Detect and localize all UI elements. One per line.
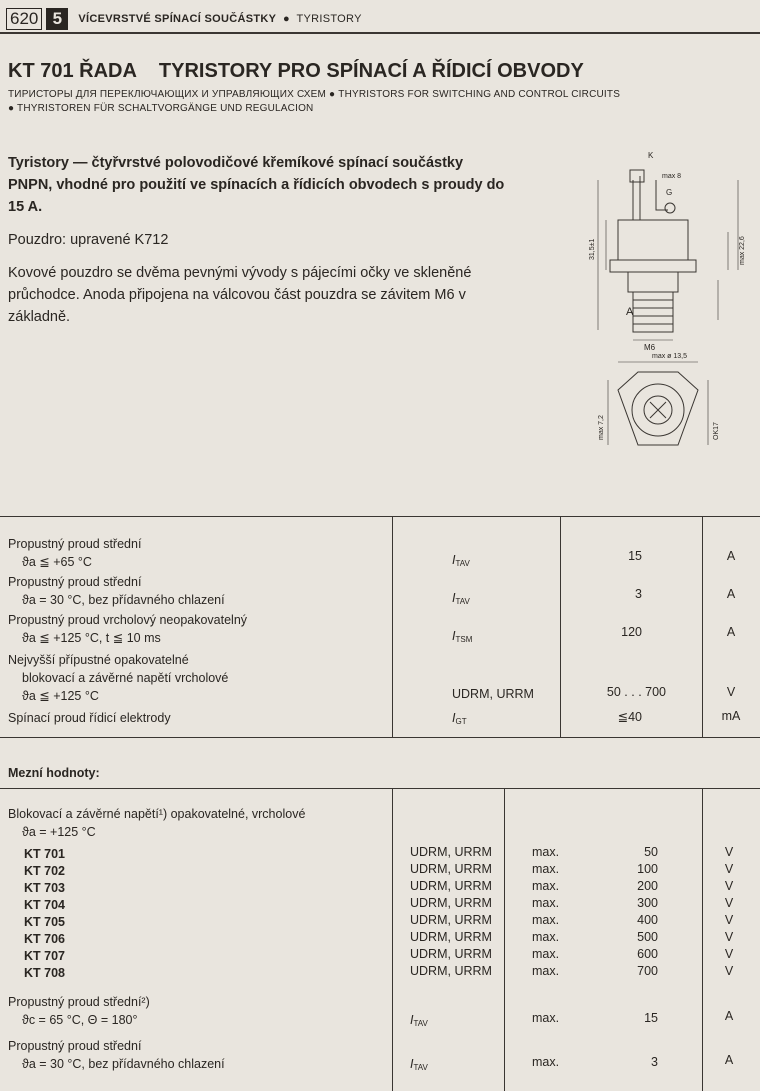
label-dim-max226: max 22,6: [739, 236, 746, 265]
symbol: UDRM, URRM: [410, 930, 492, 944]
symbol: $I_{TSM}$: [452, 629, 473, 644]
description-paragraph: Kovové pouzdro se dvěma pevnými vývody s pájecími očky ve skleněné průchodce. Anoda připojena na válcovou část pouzdra se závitem M6 v základně.: [8, 265, 472, 325]
cathode-lead: [633, 176, 640, 220]
unit: V: [724, 913, 734, 927]
limits-heading: Mezní hodnoty:: [8, 766, 100, 780]
symbol: UDRM, URRM: [452, 687, 534, 701]
value: 50: [644, 845, 658, 859]
value: 15: [644, 1011, 658, 1025]
hex-base: [628, 272, 678, 292]
symbol: $I_{TAV}$: [452, 553, 470, 568]
value: 500: [637, 930, 658, 944]
symbol: $I_{TAV}$: [410, 1013, 428, 1028]
qualifier: max.: [532, 896, 560, 910]
symbol: $I_{GT}$: [452, 711, 467, 726]
model-name: KT 702: [24, 864, 65, 878]
header-rule: [0, 32, 760, 34]
limits-table: Blokovací a závěrné napětí¹) opakovatelné, vrcholové ϑa = +125 °C KT 701 UDRM, URRM max. 50 V KT 702 UDRM, URRM max. 100 V KT 703 UDRM, URRM max. 200 V KT 704 UDRM, URRM max. 300 V KT 705 UDRM, URRM max. 400 V KT 706 UDRM, URRM max. 500 V KT 707 UDRM, URRM max. 600 V KT 708 UDRM, URRM max. 700 V Propustný proud střední²) ϑc = 65 °C, Θ = 180° $I_{TAV}$ max. 15 A Propustný proud střední ϑa = 30 °C, bez přídavného chlazení $I_{TAV}$ max. 3 A: [0, 788, 760, 1091]
qualifier: max.: [532, 1055, 560, 1069]
symbol: $I_{TAV}$: [410, 1057, 428, 1072]
unit: V: [724, 879, 734, 893]
page-header: [6, 8, 362, 30]
value: 200: [637, 879, 658, 893]
package-line: Pouzdro: upravené K712: [8, 232, 169, 248]
qualifier: max.: [532, 845, 560, 859]
thread-stud: [633, 292, 673, 332]
characteristics-table: Propustný proud střední ϑa ≦ +65 °C $I_{TAV}$ 15 A Propustný proud střední ϑa = 30 °C, bez přídavného chlazení $I_{TAV}$ 3 A Propustný proud vrcholový neopakovatelný ϑa ≦ +125 °C, t ≦ 10 ms $I_{TSM}$ 120 A Nejvyšší přípustné opakovatelné blokovací a závěrné napětí vrcholové ϑa ≦ +125 °C UDRM, URRM 50 . . . 700 V Spínací proud řídicí elektrody $I_{GT}$ ≦40 mA: [0, 516, 760, 738]
value: 15: [628, 549, 642, 563]
label-dim-315: 31,5±1: [589, 238, 596, 260]
page-number: 620: [6, 8, 42, 30]
symbol: UDRM, URRM: [410, 913, 492, 927]
separator-dot: ●: [282, 13, 290, 25]
label-dim-max135: max ø 13,5: [652, 353, 688, 360]
cathode-eye: [630, 170, 644, 182]
unit: A: [724, 1053, 734, 1067]
unit: V: [724, 845, 734, 859]
unit: mA: [721, 709, 741, 723]
value: 100: [637, 862, 658, 876]
model-name: KT 705: [24, 915, 65, 929]
label-a: A: [626, 306, 634, 318]
unit: V: [724, 930, 734, 944]
value: ≦40: [617, 710, 642, 724]
page-title: [8, 60, 584, 83]
chapter-title: VÍCEVRSTVÉ SPÍNACÍ SOUČÁSTKY: [78, 13, 277, 25]
subtitle-line-2: ● THYRISTOREN FÜR SCHALTVORGÄNGE UND REGULACION: [8, 103, 314, 114]
unit: A: [726, 587, 736, 601]
value: 600: [637, 947, 658, 961]
package-drawing: [578, 140, 753, 470]
unit: A: [726, 625, 736, 639]
value: 700: [637, 964, 658, 978]
symbol: UDRM, URRM: [410, 862, 492, 876]
unit: V: [724, 947, 734, 961]
qualifier: max.: [532, 879, 560, 893]
qualifier: max.: [532, 964, 560, 978]
model-name: KT 706: [24, 932, 65, 946]
value: 400: [637, 913, 658, 927]
symbol: UDRM, URRM: [410, 896, 492, 910]
title-name: TYRISTORY PRO SPÍNACÍ A ŘÍDICÍ OBVODY: [158, 60, 584, 82]
label-g: G: [666, 188, 673, 197]
unit: V: [724, 862, 734, 876]
unit: A: [726, 549, 736, 563]
label-m6: M6: [644, 343, 656, 352]
can-flange: [610, 260, 696, 272]
symbol: UDRM, URRM: [410, 947, 492, 961]
label-dim-max8: max 8: [662, 173, 682, 180]
value: 300: [637, 896, 658, 910]
qualifier: max.: [532, 913, 560, 927]
unit: V: [724, 964, 734, 978]
symbol: $I_{TAV}$: [452, 591, 470, 606]
unit: V: [724, 896, 734, 910]
value: 50 . . . 700: [606, 685, 666, 699]
section-title: TYRISTORY: [296, 13, 362, 25]
value: 3: [651, 1055, 658, 1069]
chapter-number: 5: [46, 8, 68, 30]
series-name: KT 701 ŘADA: [8, 60, 137, 82]
can-body: [618, 220, 688, 260]
hex-outline: [618, 372, 698, 445]
model-name: KT 704: [24, 898, 65, 912]
model-name: KT 708: [24, 966, 65, 980]
model-name: KT 707: [24, 949, 65, 963]
label-ok17: OK17: [713, 422, 720, 440]
model-name: KT 701: [24, 847, 65, 861]
model-name: KT 703: [24, 881, 65, 895]
symbol: UDRM, URRM: [410, 879, 492, 893]
unit: A: [724, 1009, 734, 1023]
qualifier: max.: [532, 862, 560, 876]
running-head: [78, 13, 361, 25]
subtitle: [8, 88, 620, 116]
symbol: UDRM, URRM: [410, 964, 492, 978]
qualifier: max.: [532, 1011, 560, 1025]
value: 120: [621, 625, 642, 639]
label-k: K: [648, 151, 654, 160]
label-dim-max72: max 7,2: [598, 415, 605, 440]
symbol: UDRM, URRM: [410, 845, 492, 859]
qualifier: max.: [532, 930, 560, 944]
gate-eye: [665, 203, 675, 213]
unit: V: [726, 685, 736, 699]
intro-paragraph: Tyristory — čtyřvrstvé polovodičové křemíkové spínací součástky PNPN, vhodné pro použití ve spínacích a řídicích obvodech s proudy do 15 A.: [8, 155, 505, 215]
value: 3: [635, 587, 642, 601]
subtitle-line-1: ТИРИСТОРЫ ДЛЯ ПЕРЕКЛЮЧАЮЩИХ И УПРАВЛЯЮЩИХ СХЕМ ● THYRISTORS FOR SWITCHING AND CONTROL CIRCUITS: [8, 89, 621, 100]
qualifier: max.: [532, 947, 560, 961]
